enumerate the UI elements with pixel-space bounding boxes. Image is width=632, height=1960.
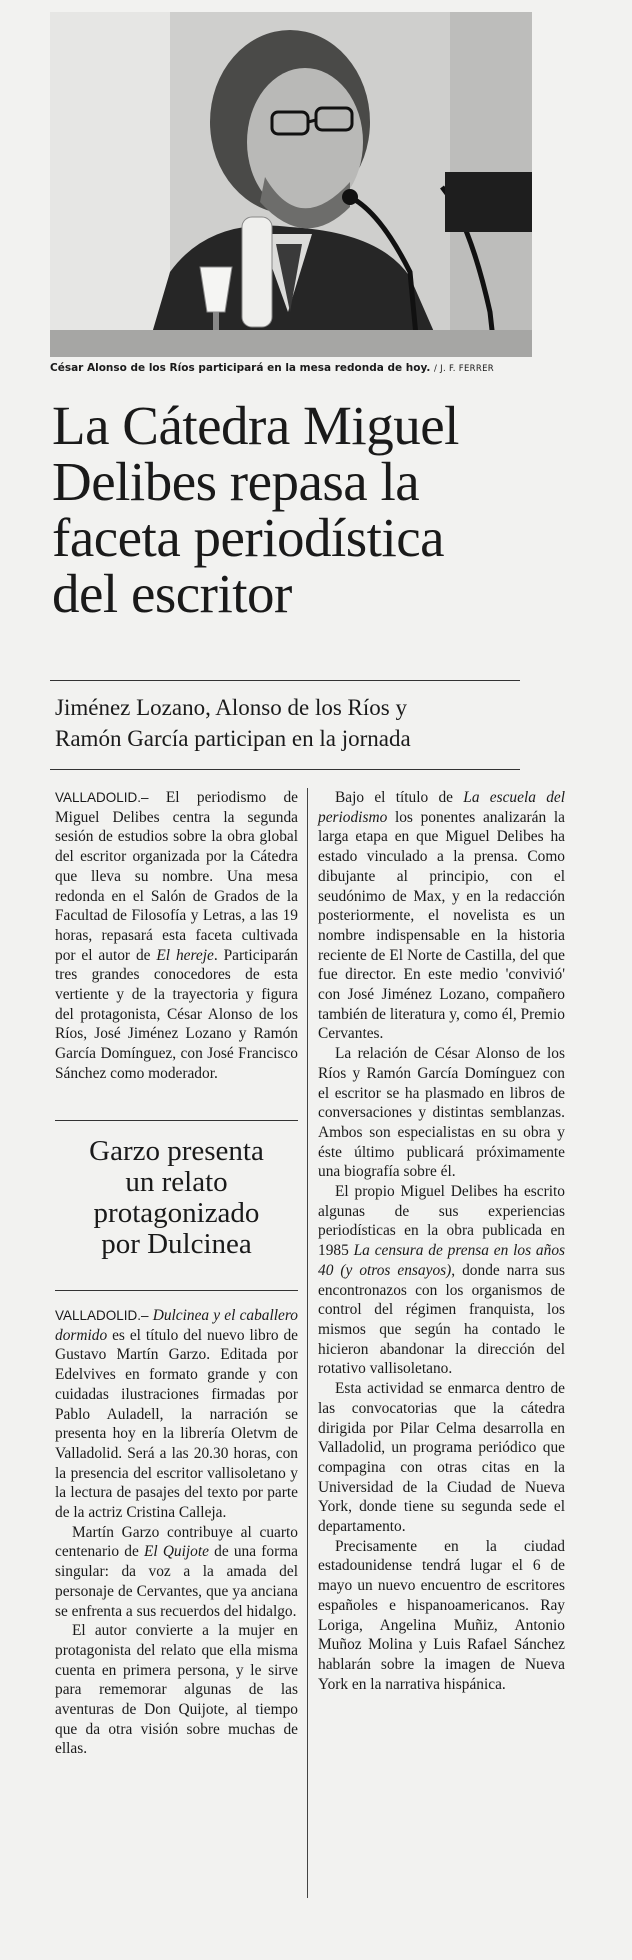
photo-caption bbox=[50, 362, 570, 374]
subheadline bbox=[55, 692, 595, 754]
divider-rule bbox=[55, 1120, 298, 1121]
sidebar-paragraph bbox=[55, 1306, 298, 1523]
divider-rule bbox=[50, 769, 520, 770]
sidebar-headline-line: Garzo presenta bbox=[89, 1135, 264, 1167]
article-paragraph: Esta actividad se enmarca dentro de las convocatorias que la cátedra dirigida por Pilar Celma desarrolla en Valladolid, un programa periódico que compagina con otras citas en la Universidad de la Ciudad de Nueva York, donde tiene su segunda sede el departamento. bbox=[318, 1380, 565, 1536]
article-paragraph bbox=[55, 788, 298, 1084]
sidebar-headline-line: por Dulcinea bbox=[101, 1228, 252, 1260]
sidebar-paragraph: El autor convierte a la mujer en protagonista del relato que ella misma cuenta en primera persona, y le sirve para rememorar algunas de las aventuras de Don Quijote, al tiempo que da otra visión sobre muchas de ellas. bbox=[55, 1622, 298, 1758]
subhead-line: Ramón García participan en la jornada bbox=[55, 726, 411, 751]
article-paragraph: La relación de César Alonso de los Ríos y Ramón García Domínguez con el escritor se ha plasmado en libros de conversaciones y distintas semblanzas. Ambos son especialistas en su obra y éste último publicará próximamente una biografía sobre él. bbox=[318, 1045, 565, 1181]
book-title: La escuela del periodismo bbox=[318, 789, 566, 826]
book-title: La censura de prensa en los años 40 (y otros ensayos) bbox=[318, 1242, 565, 1279]
article-column-1 bbox=[55, 788, 298, 1084]
paragraph-text: es el título del nuevo libro de Gustavo Martín Garzo. Editada por Edelvives en formato grande y con cuidadas ilustraciones firmadas por Pablo Auladell, la narración se presenta hoy en la librería Oletvm de Valladolid. Será a las 20.30 horas, con la presencia del escritor vallisoletano y la lectura de pasajes del texto por parte de la actriz Cristina Calleja. bbox=[55, 1326, 298, 1522]
article-column-2 bbox=[318, 788, 565, 1694]
divider-rule bbox=[50, 680, 520, 681]
sidebar-paragraph bbox=[55, 1523, 298, 1622]
article-paragraph bbox=[318, 788, 565, 1044]
sidebar-headline-line: un relato bbox=[125, 1166, 228, 1198]
paragraph-text: Bajo el título de bbox=[335, 789, 464, 806]
main-headline bbox=[52, 395, 612, 624]
photo-illustration bbox=[50, 12, 532, 357]
paragraph-text: El periodismo de Miguel Delibes centra la segunda sesión de estudios sobre la obra global del escritor organizada por la Cátedra que lleva su nombre. Una mesa redonda en el Salón de Grados de la Facultad de Filosofía y Letras, a las 19 horas, repasará esta faceta cultivada por el autor de bbox=[55, 789, 298, 964]
book-title: El hereje bbox=[156, 946, 214, 964]
paragraph-text: Martín Garzo contribuye al cuarto centenario de bbox=[55, 1523, 298, 1561]
dateline: VALLADOLID.– bbox=[55, 790, 149, 805]
headline-line: faceta periodística bbox=[52, 507, 445, 568]
book-title: Dulcinea y el caballero dormido bbox=[55, 1307, 298, 1344]
paragraph-text: . Participarán tres grandes conocedores de esta vertiente y de la trayectoria y figura del protagonista, César Alonso de los Ríos, José Jiménez Lozano y Ramón García Domínguez, con José Francisco Sánchez como moderador. bbox=[55, 946, 298, 1082]
sidebar-headline-line: protagonizado bbox=[93, 1197, 260, 1229]
sidebar-dateline: VALLADOLID.– bbox=[55, 1308, 149, 1323]
headline-line: La Cátedra Miguel bbox=[52, 395, 459, 456]
sidebar-headline bbox=[55, 1136, 298, 1260]
paragraph-text: de una forma singular: da voz a la amada del personaje de Cervantes, que ya anciana se enfrenta a sus recuerdos del hidalgo. bbox=[55, 1543, 298, 1620]
paragraph-text: los ponentes analizarán la larga etapa en que Miguel Delibes ha estado vinculado a la prensa. Como dibujante al principio, con el seudónimo de Max, y en la redacción posteriormente, el novelista es un nombre indispensable en la historia reciente de El Norte de Castilla, del que fue director. En este medio 'convivió' con José Jiménez Lozano, compañero también de literatura y, como él, Premio Cervantes. bbox=[318, 808, 565, 1043]
column-divider bbox=[307, 788, 308, 1898]
photo-credit: / J. F. FERRER bbox=[434, 364, 494, 374]
headline-line: Delibes repasa la bbox=[52, 451, 420, 512]
subhead-line: Jiménez Lozano, Alonso de los Ríos y bbox=[55, 695, 407, 720]
headline-line: del escritor bbox=[52, 563, 292, 624]
sidebar-body bbox=[55, 1306, 298, 1759]
article-paragraph bbox=[318, 1182, 565, 1379]
paragraph-text: El propio Miguel Delibes ha escrito algunas de sus experiencias periodísticas en la obra publicada en 1985 bbox=[318, 1183, 565, 1260]
caption-text: César Alonso de los Ríos participará en la mesa redonda de hoy. bbox=[50, 362, 431, 374]
paragraph-text: , donde narra sus encontronazos con los organismos de control del régimen franquista, los mismos que según ha contado le hicieron abandonar la dirección del rotativo vallisoletano. bbox=[318, 1261, 565, 1378]
divider-rule bbox=[55, 1290, 298, 1291]
book-title: El Quijote bbox=[143, 1543, 209, 1561]
press-photo bbox=[50, 12, 532, 357]
article-paragraph: Precisamente en la ciudad estadounidense tendrá lugar el 6 de mayo un nuevo encuentro de escritores españoles e hispanoamericanos. Ray Loriga, Angelina Muñiz, Antonio Muñoz Molina y Luis Rafael Sánchez hablarán sobre la imagen de Nueva York en la narrativa hispánica. bbox=[318, 1537, 565, 1693]
